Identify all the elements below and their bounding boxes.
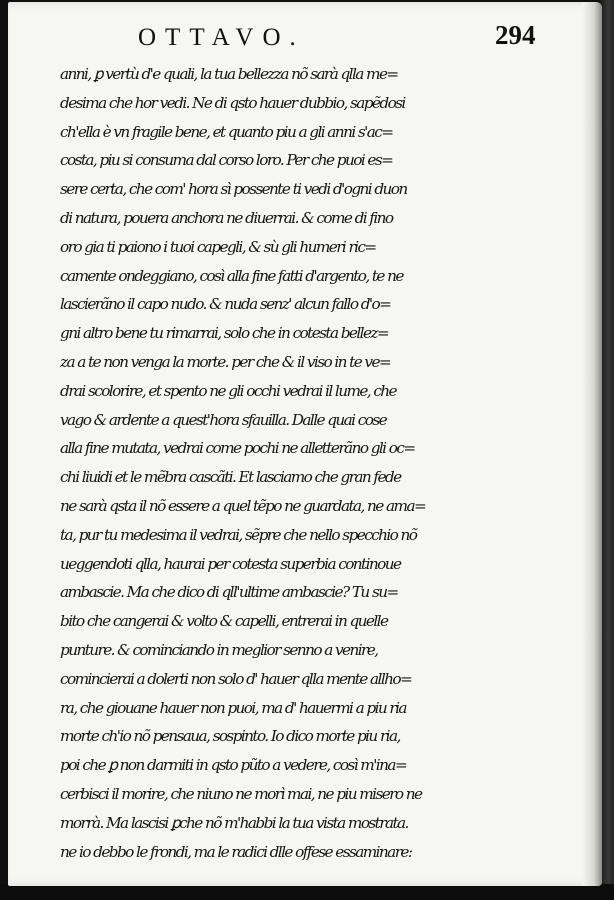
book-bottom-edge <box>0 884 614 900</box>
text-line: bito che cangerai & volto & capelli, entrerai in quelle <box>60 612 388 631</box>
page-header <box>8 20 602 54</box>
text-line: camente ondeggiano, così alla fine fatti d'argento, te ne <box>60 266 403 285</box>
text-line: di natura, pouera anchora ne diuerrai. & come di fino <box>60 208 393 227</box>
text-line: costa, piu si consuma dal corso loro. Per che puoi es= <box>60 151 393 170</box>
text-line: ch'ella è vn fragile bene, et quanto piu a gli anni s'ac= <box>60 122 393 141</box>
text-line: morrà. Ma lascisi ꝑche nõ m'habbi la tua vista mostrata. <box>60 813 408 832</box>
text-line: oro gia ti paiono i tuoi capegli, & sù gli humeri ric= <box>60 237 376 256</box>
text-line: desima che hor vedi. Ne di qsto hauer dubbio, sapẽdosi <box>60 93 405 112</box>
text-line: za a te non venga la morte. per che & il viso in te ve= <box>60 352 391 371</box>
text-line: gni altro bene tu rimarrai, solo che in cotesta bellez= <box>60 324 389 343</box>
text-line: anni, ꝑ vertù d'e quali, la tua bellezza nõ sarà qlla me= <box>60 65 398 83</box>
text-line: cerbisci il morire, che niuno ne morì mai, ne piu misero ne <box>60 784 422 803</box>
book-binding-edge <box>600 0 614 900</box>
text-line: ambascie. Ma che dico di qll'ultime ambascie? Tu su= <box>60 583 398 602</box>
text-line: alla fine mutata, vedrai come pochi ne alletterãno gli oc= <box>60 439 415 458</box>
text-line: sere certa, che com' hora sì possente ti vedi d'ogni duon <box>60 180 407 199</box>
book-page <box>8 2 602 886</box>
body-text <box>60 60 580 866</box>
text-line: vago & ardente a quest'hora sfauilla. Dalle quai cose <box>60 410 387 429</box>
text-line: poi che ꝑ non darmiti in qsto pũto a vedere, così m'ina= <box>60 756 407 775</box>
text-line: lascierãno il capo nudo. & nuda senz' alcun fallo d'o= <box>60 295 391 314</box>
text-line: ne io debbo le frondi, ma le radici dlle offese essaminare: <box>60 842 412 861</box>
text-line: ta, pur tu medesima il vedrai, sẽpre che nello specchio nõ <box>60 525 417 544</box>
text-line: morte ch'io nõ pensaua, sospinto. Io dico morte piu ria, <box>60 727 400 746</box>
text-line: drai scolorire, et spento ne gli occhi vedrai il lume, che <box>60 381 397 400</box>
text-line: punture. & cominciando in meglior senno a venire, <box>60 640 378 659</box>
text-line: ueggendoti qlla, haurai per cotesta superbia continoue <box>60 554 401 573</box>
text-line: chi liuidi et le mẽbra cascãti. Et lasciamo che gran fede <box>60 468 401 487</box>
text-line: comincierai a dolerti non solo d' hauer qlla mente allho= <box>60 669 412 688</box>
text-line: ne sarà qsta il nõ essere a quel tẽpo ne guardata, ne ama= <box>60 496 426 515</box>
running-title: OTTAVO. <box>138 24 305 51</box>
text-line: ra, che giouane hauer non puoi, ma d' hauermi a piu ria <box>60 698 406 717</box>
page-number: 294 <box>495 20 536 50</box>
page-curl-shadow <box>582 2 602 886</box>
